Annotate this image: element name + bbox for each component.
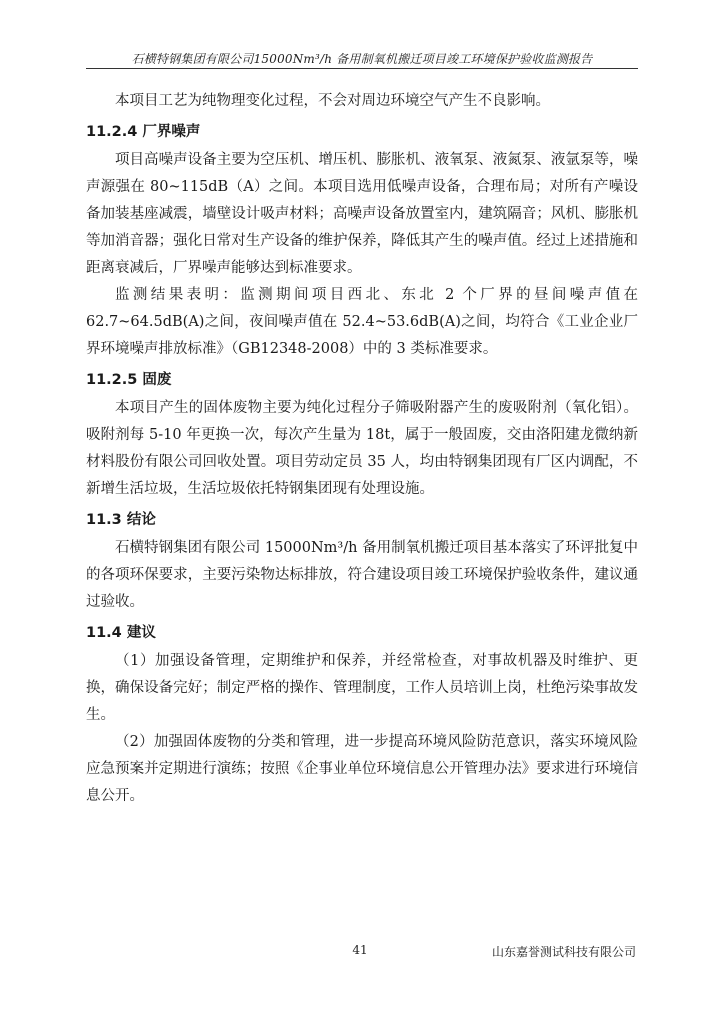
solid-waste-paragraph: 本项目产生的固体废物主要为纯化过程分子筛吸附器产生的废吸附剂（氧化铝）。吸附剂每 5-10 年更换一次，每次产生量为 18t，属于一般固废，交由洛阳建龙微纳新材料股份有限公司回收处置。项目劳动定员 35 人，均由特钢集团现有厂区内调配，不新增生活垃圾，生活垃圾依托特钢集团现有处理设施。 xyxy=(86,400,638,497)
running-header: 石横特钢集团有限公司15000Nm³/h 备用制氧机搬迁项目竣工环境保护验收监测报告 xyxy=(131,52,593,66)
page-number: 41 xyxy=(352,943,368,957)
suggestion-item-2: （2）加强固体废物的分类和管理，进一步提高环境风险防范意识，落实环境风险应急预案并定期进行演练；按照《企事业单位环境信息公开管理办法》要求进行环境信息公开。 xyxy=(86,734,638,804)
suggestion-item-1: （1）加强设备管理，定期维护和保养，并经常检查，对事故机器及时维护、更换，确保设备完好；制定严格的操作、管理制度，工作人员培训上岗，杜绝污染事故发生。 xyxy=(86,653,638,723)
section-heading-noise: 11.2.4 厂界噪声 xyxy=(86,124,201,140)
document-body xyxy=(86,88,638,810)
intro-paragraph: 本项目工艺为纯物理变化过程，不会对周边环境空气产生不良影响。 xyxy=(115,93,550,109)
noise-paragraph-1: 项目高噪声设备主要为空压机、增压机、膨胀机、液氧泵、液氮泵、液氩泵等，噪声源强在 80~115dB（A）之间。本项目选用低噪声设备，合理布局；对所有产噪设备加装基座减震，墙壁设计吸声材料；高噪声设备放置室内，建筑隔音；风机、膨胀机等加消音器；强化日常对生产设备的维护保养，降低其产生的噪声值。经过上述措施和距离衰减后，厂界噪声能够达到标准要求。 xyxy=(86,152,638,276)
section-heading-conclusion: 11.3 结论 xyxy=(86,512,156,528)
noise-paragraph-2: 监测结果表明：监测期间项目西北、东北 2 个厂界的昼间噪声值在 62.7~64.5dB(A)之间，夜间噪声值在 52.4~53.6dB(A)之间，均符合《工业企业厂界环境噪声排放标准》（GB12348-2008）中的 3 类标准要求。 xyxy=(86,287,638,357)
section-heading-suggestions: 11.4 建议 xyxy=(86,625,156,641)
section-heading-solid-waste: 11.2.5 固废 xyxy=(86,372,172,388)
header-rule xyxy=(86,68,638,69)
conclusion-paragraph: 石横特钢集团有限公司 15000Nm³/h 备用制氧机搬迁项目基本落实了环评批复中的各项环保要求，主要污染物达标排放，符合建设项目竣工环境保护验收条件，建议通过验收。 xyxy=(86,540,638,610)
footer-organization: 山东嘉誉测试科技有限公司 xyxy=(491,945,636,959)
